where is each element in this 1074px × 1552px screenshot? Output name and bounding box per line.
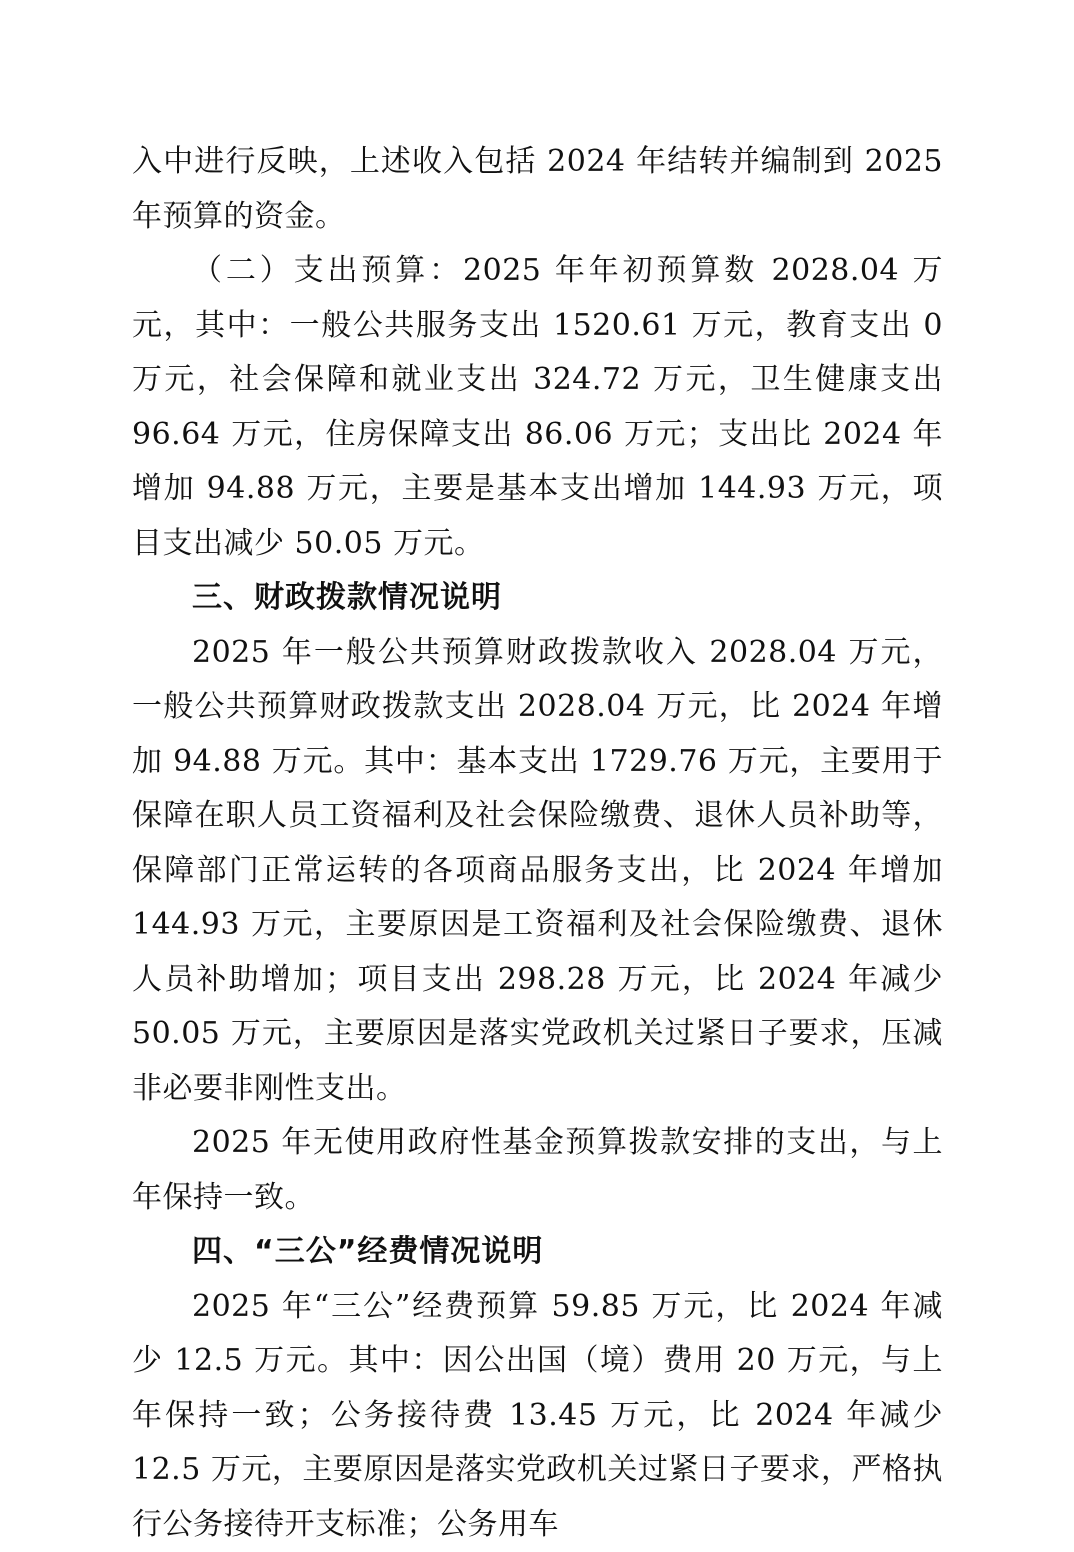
section-heading-fiscal-appropriation: 三、财政拨款情况说明	[132, 571, 943, 626]
paragraph-three-public-expenses: 2025 年“三公”经费预算 59.85 万元，比 2024 年减少 12.5 万元。其中：因公出国（境）费用 20 万元，与上年保持一致；公务接待费 13.45 万元，比 2024 年减少 12.5 万元，主要原因是落实党政机关过紧日子要求，严格执行公务接待开支标准；公务用车	[132, 1280, 943, 1552]
paragraph-general-public-budget: 2025 年一般公共预算财政拨款收入 2028.04 万元，一般公共预算财政拨款支出 2028.04 万元，比 2024 年增加 94.88 万元。其中：基本支出 1729.76 万元，主要用于保障在职人员工资福利及社会保险缴费、退休人员补助等，保障部门正常运转的各项商品服务支出，比 2024 年增加 144.93 万元，主要原因是工资福利及社会保险缴费、退休人员补助增加；项目支出 298.28 万元，比 2024 年减少 50.05 万元，主要原因是落实党政机关过紧日子要求，压减非必要非刚性支出。	[132, 626, 943, 1117]
paragraph-government-fund-budget: 2025 年无使用政府性基金预算拨款安排的支出，与上年保持一致。	[132, 1116, 943, 1225]
section-heading-three-public-expenses: 四、“三公”经费情况说明	[132, 1225, 943, 1280]
document-body	[132, 135, 943, 1552]
paragraph-income-note: 入中进行反映，上述收入包括 2024 年结转并编制到 2025 年预算的资金。	[132, 135, 943, 244]
paragraph-expenditure-budget: （二）支出预算：2025 年年初预算数 2028.04 万元，其中：一般公共服务支出 1520.61 万元，教育支出 0 万元，社会保障和就业支出 324.72 万元，卫生健康支出 96.64 万元，住房保障支出 86.06 万元；支出比 2024 年增加 94.88 万元，主要是基本支出增加 144.93 万元，项目支出减少 50.05 万元。	[132, 244, 943, 571]
